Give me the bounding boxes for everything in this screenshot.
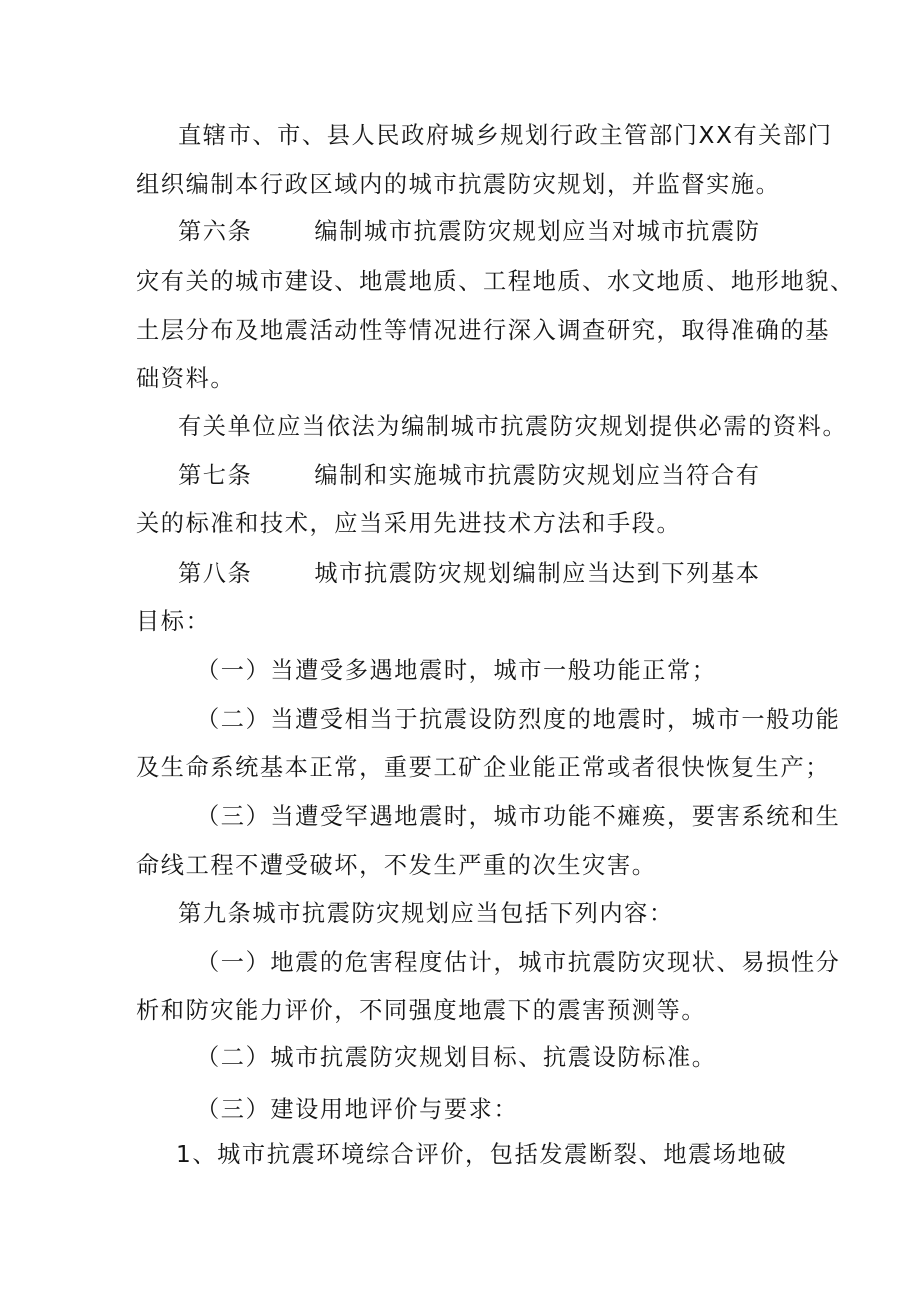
list-item: （一）当遭受多遇地震时，城市一般功能正常；: [196, 657, 717, 684]
article-9-heading: 第九条城市抗震防灾规划应当包括下列内容：: [178, 900, 674, 927]
article-text: 编制城市抗震防灾规划应当对城市抗震防: [314, 218, 761, 245]
paragraph-line: 有关单位应当依法为编制城市抗震防灾规划提供必需的资料。: [178, 413, 848, 440]
article-text: 城市抗震防灾规划编制应当达到下列基本: [314, 560, 761, 587]
paragraph-line: 灾有关的城市建设、地震地质、工程地质、水文地质、地形地貌、: [136, 268, 855, 295]
paragraph-line: 析和防灾能力评价，不同强度地震下的震害预测等。: [136, 997, 707, 1024]
paragraph-line: 直辖市、市、县人民政府城乡规划行政主管部门XX有关部门: [178, 122, 833, 149]
list-item: （一）地震的危害程度估计，城市抗震防灾现状、易损性分: [196, 949, 841, 976]
paragraph-line: 及生命系统基本正常，重要工矿企业能正常或者很快恢复生产；: [136, 754, 831, 781]
article-label: 第八条: [178, 560, 253, 587]
paragraph-line: 组织编制本行政区域内的城市抗震防灾规划，并监督实施。: [136, 171, 781, 198]
list-item: （三）当遭受罕遇地震时，城市功能不瘫痪，要害系统和生: [196, 803, 841, 830]
list-item: （三）建设用地评价与要求：: [196, 1096, 519, 1123]
article-label: 第六条: [178, 218, 253, 245]
paragraph-line: 命线工程不遭受破坏，不发生严重的次生灾害。: [136, 852, 657, 879]
list-item: 1、城市抗震环境综合评价，包括发震断裂、地震场地破: [176, 1141, 788, 1168]
article-text: 编制和实施城市抗震防灾规划应当符合有: [314, 462, 761, 489]
article-8-heading: [178, 559, 761, 589]
paragraph-line: 土层分布及地震活动性等情况进行深入调查研究，取得准确的基: [136, 317, 831, 344]
paragraph-line: 目标：: [136, 608, 211, 635]
article-label: 第七条: [178, 462, 253, 489]
list-item: （二）城市抗震防灾规划目标、抗震设防标准。: [196, 1044, 717, 1071]
article-6-heading: [178, 217, 761, 247]
list-item: （二）当遭受相当于抗震设防烈度的地震时，城市一般功能: [196, 706, 841, 733]
paragraph-line: 础资料。: [136, 365, 236, 392]
article-7-heading: [178, 461, 761, 491]
paragraph-line: 关的标准和技术，应当采用先进技术方法和手段。: [136, 510, 682, 537]
